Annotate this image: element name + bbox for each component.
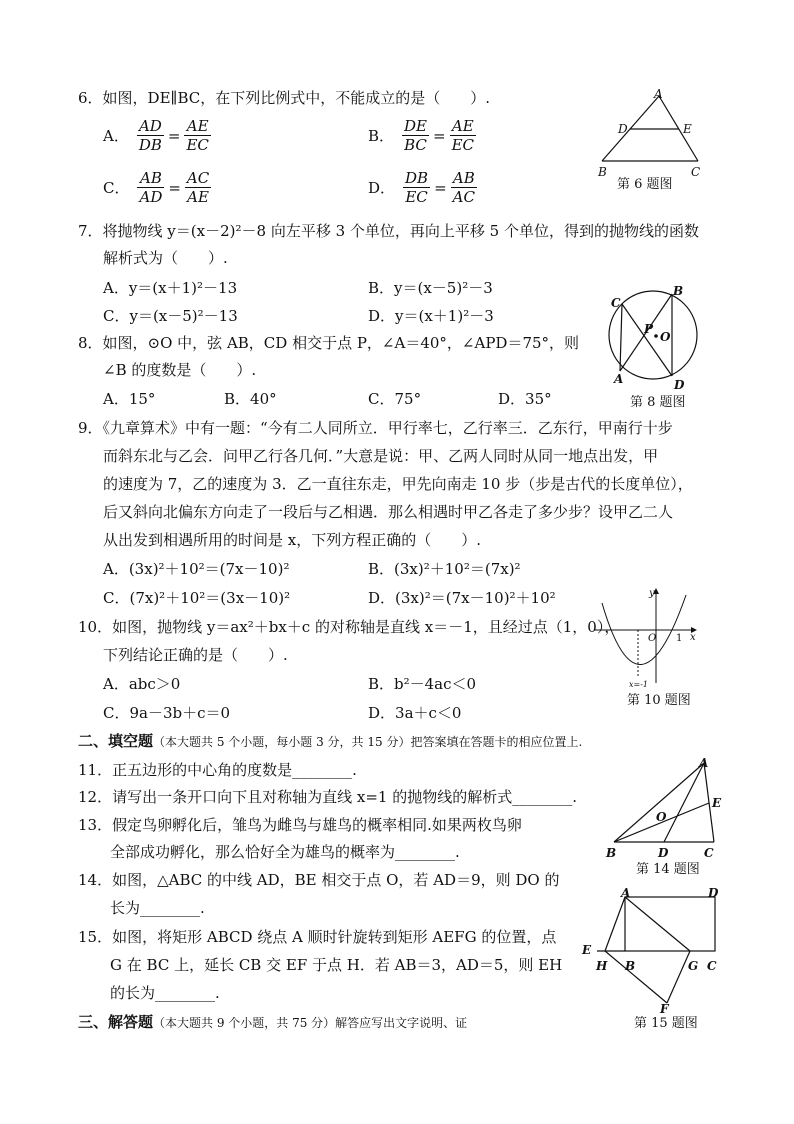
q8-option-c: C．75° <box>368 390 422 408</box>
q8-point-o: O <box>660 330 671 344</box>
q7-option-c: C．y＝(x－5)²－13 <box>103 307 238 325</box>
section2-note: （本大题共 5 个小题，每小题 3 分，共 15 分）把答案填在答题卡的相应位置上. <box>153 735 583 749</box>
q6-caption: 第 6 题图 <box>617 177 673 192</box>
q8-line2: ∠B 的度数是（ ）. <box>103 361 257 379</box>
q9-line5: 从出发到相遇所用的时间是 x，下列方程正确的（ ）. <box>103 531 481 549</box>
q10-symmetry-label: x=-1 <box>629 680 649 689</box>
q8-option-b: B．40° <box>224 390 277 408</box>
q14-figure <box>604 755 724 880</box>
q15-figure <box>582 885 727 1035</box>
q10-axis-x: x <box>690 632 696 643</box>
q6-option-c: C． $\frac{AB}{AD}$ = $\frac{AC}{AE}$ <box>103 169 210 206</box>
q9-line3: 的速度为 7，乙的速度为 3．乙一直往东走，甲先向南走 10 步（步是古代的长度单位）， <box>103 475 693 493</box>
q8-point-b: B <box>673 284 684 298</box>
q15-line1: 15．如图，将矩形 ABCD 绕点 A 顺时针旋转到矩形 AEFG 的位置，点 <box>78 928 557 946</box>
q10-line1: 10．如图，抛物线 y＝ax²＋bx＋c 的对称轴是直线 x＝－1，且经过点（1，0）， <box>78 618 620 636</box>
q15-point-c: C <box>707 959 717 973</box>
q9-line4: 后又斜向北偏东方向走了一段后与乙相遇．那么相遇时甲乙各走了多少步？设甲乙二人 <box>103 503 674 521</box>
q10-caption: 第 10 题图 <box>627 693 691 708</box>
q9-option-d: D．(3x)²＝(7x－10)²＋10² <box>368 589 556 607</box>
q15-point-g: G <box>688 959 699 973</box>
q15-point-d: D <box>708 886 719 900</box>
q8-point-d: D <box>674 378 685 392</box>
q6-option-d: D． $\frac{DB}{EC}$ = $\frac{AB}{AC}$ <box>368 169 475 206</box>
q14-line2: 长为________. <box>110 899 205 917</box>
q10-option-b: B．b²－4ac＜0 <box>368 675 477 693</box>
q6-point-a: A <box>654 87 663 101</box>
q10-tick-one: 1 <box>676 633 683 644</box>
q8-option-a: A．15° <box>103 390 156 408</box>
q15-line2: G 在 BC 上，延长 CB 交 EF 于点 H．若 AB＝3，AD＝5，则 EH <box>110 956 563 974</box>
q14-point-o: O <box>656 810 667 824</box>
q8-point-c: C <box>611 296 621 310</box>
q9-option-a: A．(3x)²＋10²＝(7x－10)² <box>103 560 290 578</box>
q14-line1: 14．如图，△ABC 的中线 AD，BE 相交于点 O，若 AD＝9，则 DO 的 <box>78 871 560 889</box>
q7-option-d: D．y＝(x＋1)²－3 <box>368 307 494 325</box>
section3-heading <box>78 1012 467 1033</box>
q15-point-e: E <box>582 943 592 957</box>
q6-option-a: A． $\frac{AD}{DB}$ = $\frac{AE}{EC}$ <box>103 117 209 154</box>
q14-point-a: A <box>699 756 709 770</box>
q8-option-d: D．35° <box>498 390 552 408</box>
q10-option-a: A．abc＞0 <box>103 675 181 693</box>
q13-line2: 全部成功孵化，那么恰好全为雄鸟的概率为________. <box>110 843 460 861</box>
section3-note: （本大题共 9 个小题，共 75 分）解答应写出文字说明、证 <box>153 1016 468 1030</box>
q7-option-a: A．y＝(x＋1)²－13 <box>103 279 238 297</box>
q14-point-c: C <box>704 846 714 860</box>
q15-caption: 第 15 题图 <box>634 1016 698 1031</box>
q15-point-h: H <box>596 959 608 973</box>
q7-line2: 解析式为（ ）. <box>103 249 228 267</box>
q10-figure <box>594 585 709 710</box>
section2-title: 二、填空题 <box>78 732 154 750</box>
q8-figure <box>598 280 708 410</box>
q15-point-b: B <box>625 959 636 973</box>
q12-text: 12．请写出一条开口向下且对称轴为直线 x=1 的抛物线的解析式________. <box>78 788 577 806</box>
q14-point-b: B <box>606 846 617 860</box>
q9-line1: 9．《九章算术》中有一题：“今有二人同所立．甲行率七，乙行率三．乙东行，甲南行十步 <box>78 419 673 437</box>
q15-point-f: F <box>660 1002 669 1016</box>
q7-option-b: B．y＝(x－5)²－3 <box>368 279 493 297</box>
q10-option-c: C．9a－3b＋c＝0 <box>103 704 231 722</box>
q14-caption: 第 14 题图 <box>636 862 700 877</box>
q6-stem: 6．如图，DE∥BC，在下列比例式中，不能成立的是（ ）. <box>78 89 490 107</box>
section2-heading <box>78 731 582 752</box>
q8-point-a: A <box>614 372 624 386</box>
q8-caption: 第 8 题图 <box>630 395 686 410</box>
q6-figure <box>590 88 710 193</box>
q8-line1: 8．如图，⊙O 中，弦 AB，CD 相交于点 P，∠A＝40°，∠APD＝75°，则 <box>78 334 580 352</box>
q15-point-a: A <box>621 886 631 900</box>
q6-point-d: D <box>618 122 628 136</box>
section3-title: 三、解答题 <box>78 1013 154 1031</box>
q11-text: 11．正五边形的中心角的度数是________. <box>78 761 357 779</box>
q6-option-b: B． $\frac{DE}{BC}$ = $\frac{AE}{EC}$ <box>368 117 475 154</box>
q7-line1: 7．将抛物线 y＝(x－2)²－8 向左平移 3 个单位，再向上平移 5 个单位，得到的抛物线的函数 <box>78 222 699 240</box>
q10-axis-y: y <box>649 588 655 599</box>
q14-point-d: D <box>658 846 669 860</box>
q10-line2: 下列结论正确的是（ ）. <box>103 646 288 664</box>
q9-option-c: C．(7x)²＋10²＝(3x－10)² <box>103 589 291 607</box>
q15-line3: 的长为________. <box>110 984 220 1002</box>
q6-point-e: E <box>683 122 692 136</box>
q9-option-b: B．(3x)²＋10²＝(7x)² <box>368 560 521 578</box>
q10-origin: O <box>648 633 657 644</box>
q14-point-e: E <box>712 796 722 810</box>
q6-point-b: B <box>598 165 607 179</box>
q6-point-c: C <box>691 165 701 179</box>
q8-point-p: P <box>644 322 654 336</box>
q13-line1: 13．假定鸟卵孵化后，雏鸟为雌鸟与雄鸟的概率相同.如果两枚鸟卵 <box>78 816 522 834</box>
q10-option-d: D．3a＋c＜0 <box>368 704 462 722</box>
q9-line2: 而斜东北与乙会．问甲乙行各几何．”大意是说：甲、乙两人同时从同一地点出发，甲 <box>103 447 659 465</box>
